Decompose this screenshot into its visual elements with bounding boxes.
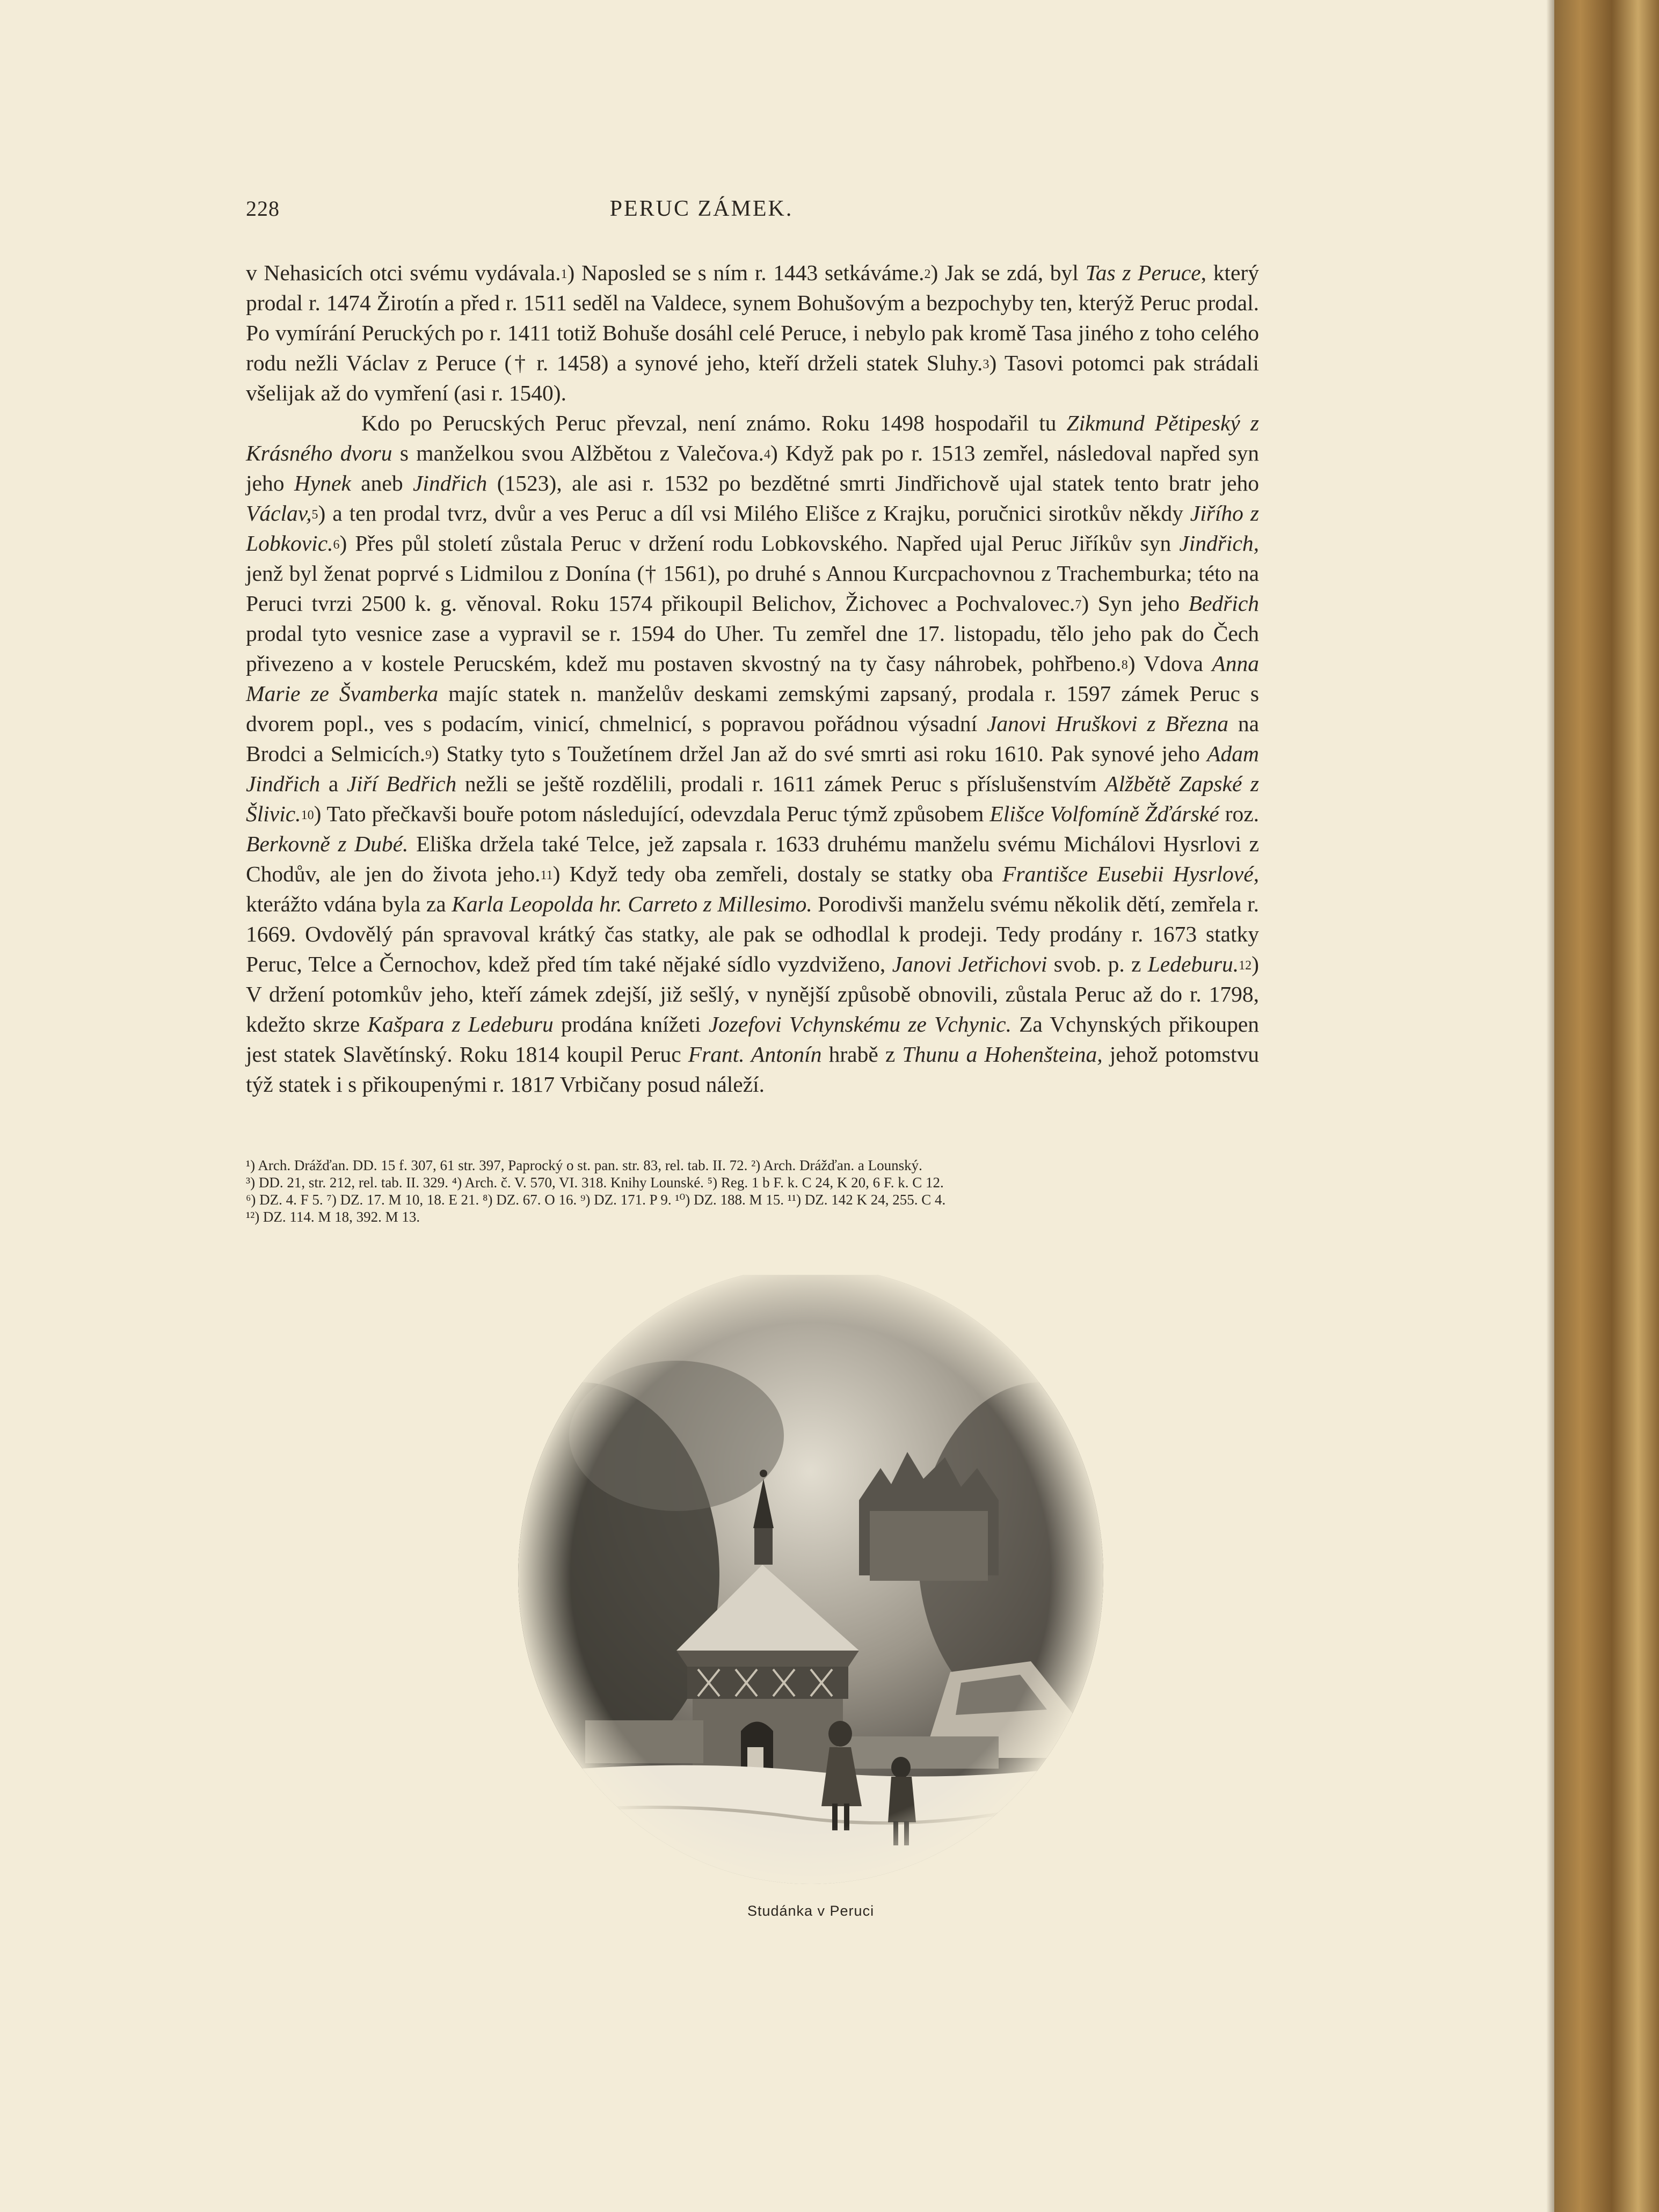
body-text <box>246 258 1259 1099</box>
paragraph-1: v Nehasicích otci svému vydávala.$^1$) Naposled se s ním r. 1443 setkáváme.$^2$) Jak se zdá, byl Tas z Peruce, který prodal r. 1474 Žirotín a před r. 1511 seděl na Valdece, synem Bohušovým a bezpochyby ten, kterýž Peruc prodal. Po vymírání Peruckých po r. 1411 totiž Bohuše dosáhl celé Peruce, i nebylo pak kromě Tasa jiného z toho celého rodu nežli Václav z Peruce († r. 1458) a synové jeho, kteří drželi statek Sluhy.$^3$) Tasovi potomci pak strádali všelijak až do vymření (asi r. 1540). <box>246 260 1259 405</box>
person-name: Kašpara z Ledeburu <box>367 1012 554 1036</box>
person-name: Alžbětě Zapské z Šlivic. <box>246 771 1260 826</box>
footnote-ref: 4 <box>763 448 770 462</box>
footnote-line: ³) DD. 21, str. 212, rel. tab. II. 329. ⁴) Arch. č. V. 570, VI. 318. Knihy Lounské. ⁵) Reg. 1 b F. k. C 24, K 20, 6 F. k. C 12. <box>246 1174 944 1191</box>
person-name: Václav, <box>246 501 312 525</box>
person-name: Jindřich, <box>1179 531 1259 556</box>
footnote-line: ⁶) DZ. 4. F 5. ⁷) DZ. 17. M 10, 18. E 21. ⁸) DZ. 67. O 16. ⁹) DZ. 171. P 9. ¹⁰) DZ. 188. M 15. ¹¹) DZ. 142 K 24, 255. C 4. <box>246 1192 946 1208</box>
person-name: Zikmund Pětipeský z Krásného dvoru <box>246 411 1259 465</box>
footnote-ref: 11 <box>540 868 553 882</box>
footnote-ref: 8 <box>1121 658 1128 672</box>
footnote-ref: 5 <box>311 508 318 522</box>
person-name: Františce Eusebii Hysrlové, <box>1002 862 1259 886</box>
person-name: Karla Leopolda hr. Carreto z Millesimo. <box>452 892 812 916</box>
page-title: PERUC ZÁMEK. <box>609 196 794 221</box>
person-name: Frant. Antonín <box>688 1042 822 1067</box>
person-name: Janovi Hruškovi z Března <box>986 711 1228 736</box>
paragraph-2: Kdo po Perucských Peruc převzal, není známo. Roku 1498 hospodařil tu Zikmund Pětipeský z Krásného dvoru s manželkou svou Alžbětou z Valečova.$^4$) Když pak po r. 1513 zemřel, následoval napřed syn jeho Hynek aneb Jindřich (1523), ale asi r. 1532 po bezdětné smrti Jindřichově ujal statek tento bratr jeho Václav,$^5$) a ten prodal tvrz, dvůr a ves Peruc a díl vsi Milého Elišce z Krajku, poručnici sirotkův někdy Jiřího z Lobkovic.$^6$) Přes půl století zůstala Peruc v držení rodu Lobkovského. Napřed ujal Peruc Jiříkův syn Jindřich, jenž byl ženat poprvé s Lidmilou z Donína († 1561), po druhé s Annou Kurcpachovnou z Trachemburka; této na Peruci tvrzi 2500 k. g. věnoval. Roku 1574 přikoupil Belichov, Žichovec a Pochvalovec.$^7$) Syn jeho Bedřich prodal tyto vesnice zase a vypravil se r. 1594 do Uher. Tu zemřel dne 17. listopadu, tělo jeho pak do Čech přivezeno a v kostele Perucském, kdež mu postaven skvostný na ty časy náhrobek, pohřbeno.$^8$) Vdova Anna Marie ze Švamberka majíc statek n. manželův deskami zemskými zapsaný, prodala r. 1597 zámek Peruc s dvorem popl., ves s podacím, vinicí, chmelnicí, s popravou pořádnou výsadní Janovi Hruškovi z Března na Brodci a Selmicích.$^9$) Statky tyto s Toužetínem držel Jan až do své smrti asi roku 1610. Pak synové jeho Adam Jindřich a Jiří Bedřich nežli se ještě rozdělili, prodali r. 1611 zámek Peruc s příslušenstvím Alžbětě Zapské z Šlivic.$^{10}$) Tato přečkavši bouře potom následující, odevzdala Peruc týmž způsobem Elišce Volfomíně Žďárské roz. Berkovně z Dubé. Eliška držela také Telce, jež zapsala r. 1633 druhému manželu svému Michálovi Hysrlovi z Chodův, ale jen do života jeho.$^{11}$) Když tedy oba zemřeli, dostaly se statky oba Františce Eusebii Hysrlové, kterážto vdána byla za Karla Leopolda hr. Carreto z Millesimo. Porodivši manželu svému několik dětí, zemřela r. 1669. Ovdovělý pán spravoval krátký čas statky, ale pak se odhodlal k prodeji. Tedy prodány r. 1673 statky Peruc, Telce a Černochov, kdež před tím také nějaké sídlo vyzdviženo, Janovi Jetřichovi svob. p. z Ledeburu.$^{12}$) V držení potomkův jeho, kteří zámek zdejší, již sešlý, v nynější způsobě obnovili, zůstala Peruc až do r. 1798, kdežto skrze Kašpara z Ledeburu prodána knížeti Jozefovi Vchynskému ze Vchynic. Za Vchynských přikoupen jest statek Slavětínský. Roku 1814 koupil Peruc Frant. Antonín hrabě z Thunu a Hohenšteina, jehož potomstvu týž statek i s přikoupenými r. 1817 Vrbičany posud náleží. <box>246 411 1260 1097</box>
person-name: Tas z Peruce <box>1085 260 1201 285</box>
footnote-ref: 10 <box>301 808 314 822</box>
footnote-ref: 9 <box>425 748 432 762</box>
footnote-ref: 3 <box>983 357 989 371</box>
footnote-line: ¹²) DZ. 114. M 18, 392. M 13. <box>246 1209 420 1225</box>
footnote-line: ¹) Arch. Drážďan. DD. 15 f. 307, 61 str. 397, Paprocký o st. pan. str. 83, rel. tab. II. 72. ²) Arch. Drážďan. a Lounský. <box>246 1157 922 1173</box>
footnote-ref: 1 <box>561 267 567 281</box>
footnote-ref: 7 <box>1075 598 1082 612</box>
person-name: Thunu a Hohenšteina, <box>902 1042 1103 1067</box>
person-name: Janovi Jetřichovi <box>892 952 1047 976</box>
person-name: Ledeburu. <box>1147 952 1239 976</box>
engraving-well-house-icon <box>515 1275 1106 1889</box>
person-name: Adam Jindřich <box>246 741 1259 796</box>
person-name: Bedřich <box>1188 591 1259 616</box>
illustration-caption: Studánka v Peruci <box>747 1903 875 1919</box>
person-name: Jiří Bedřich <box>346 771 457 796</box>
person-name: Berkovně z Dubé. <box>246 831 409 856</box>
footnotes <box>246 1157 1259 1225</box>
person-name: Hynek <box>294 471 351 495</box>
person-name: Jindřich <box>413 471 487 495</box>
person-name: Anna Marie ze Švamberka <box>246 651 1259 706</box>
running-head <box>246 196 1157 233</box>
person-name: Jozefovi Vchynskému ze Vchynic. <box>708 1012 1012 1036</box>
book-spine <box>1554 0 1659 2212</box>
illustration-svg <box>515 1275 1106 1889</box>
person-name: Elišce Volfomíně Žďárské <box>989 801 1219 826</box>
person-name: Jiřího z Lobkovic. <box>246 501 1260 556</box>
footnote-ref: 6 <box>333 538 340 552</box>
footnote-ref: 2 <box>924 267 931 281</box>
footnote-ref: 12 <box>1239 959 1252 973</box>
page-number: 228 <box>246 196 280 221</box>
